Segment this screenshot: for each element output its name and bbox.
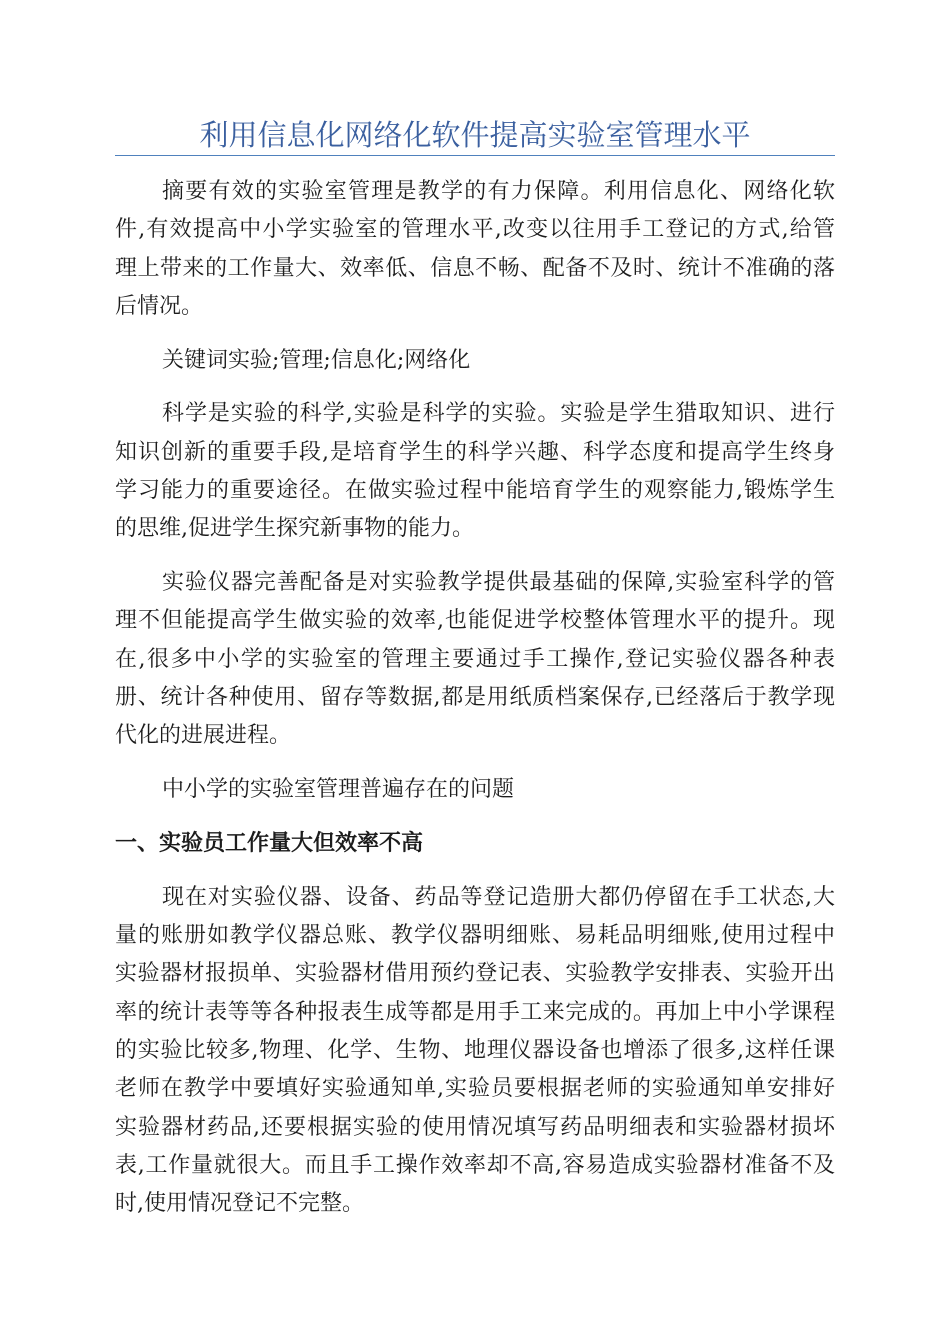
- document-title: 利用信息化网络化软件提高实验室管理水平: [199, 118, 751, 152]
- paragraph-line: 的实验比较多,物理、化学、生物、地理仪器设备也增添了很多,这样任课: [115, 1037, 835, 1063]
- paragraph-line: 老师在教学中要填好实验通知单,实验员要根据老师的实验通知单安排好: [115, 1076, 835, 1102]
- paragraph-problems-intro: [115, 771, 835, 809]
- section-heading: [115, 825, 835, 863]
- paragraph-line: 理上带来的工作量大、效率低、信息不畅、配备不及时、统计不准确的落: [115, 255, 835, 281]
- paragraph-line: 实验器材药品,还要根据实验的使用情况填写药品明细表和实验器材损坏: [115, 1114, 835, 1140]
- paragraph-line: 现在对实验仪器、设备、药品等登记造册大都仍停留在手工状态,大: [162, 884, 835, 910]
- paragraph-line: 在,很多中小学的实验室的管理主要通过手工操作,登记实验仪器各种表: [115, 646, 835, 672]
- paragraph-intro: [115, 395, 835, 548]
- paragraph-line: 摘要有效的实验室管理是教学的有力保障。利用信息化、网络化软: [162, 179, 835, 204]
- paragraph-section-1-body: [115, 879, 835, 1224]
- paragraph-line: 实验仪器完善配备是对实验教学提供最基础的保障,实验室科学的管: [162, 570, 835, 596]
- section-heading-text: 一、实验员工作量大但效率不高: [115, 830, 424, 856]
- paragraph-line: 后情况。: [115, 293, 204, 319]
- paragraph-line: 件,有效提高中小学实验室的管理水平,改变以往用手工登记的方式,给管: [115, 217, 835, 243]
- document-body: [115, 173, 835, 1239]
- paragraph-line: 学习能力的重要途径。在做实验过程中能培育学生的观察能力,锻炼学生: [115, 478, 835, 504]
- paragraph-line: 关键词实验;管理;信息化;网络化: [162, 347, 471, 373]
- paragraph-equipment: [115, 564, 835, 755]
- paragraph-line: 知识创新的重要手段,是培育学生的科学兴趣、科学态度和提高学生终身: [115, 439, 835, 465]
- paragraph-line: 科学是实验的科学,实验是科学的实验。实验是学生猎取知识、进行: [162, 401, 835, 427]
- paragraph-line: 的思维,促进学生探究新事物的能力。: [115, 516, 474, 542]
- paragraph-keywords: [115, 342, 835, 380]
- paragraph-line: 量的账册如教学仪器总账、教学仪器明细账、易耗品明细账,使用过程中: [115, 923, 835, 949]
- paragraph-line: 时,使用情况登记不完整。: [115, 1191, 364, 1217]
- paragraph-line: 率的统计表等等各种报表生成等都是用手工来完成的。再加上中小学课程: [115, 999, 835, 1025]
- title-underline: [115, 155, 835, 156]
- paragraph-line: 中小学的实验室管理普遍存在的问题: [162, 777, 515, 803]
- paragraph-abstract: [115, 173, 835, 326]
- paragraph-line: 理不但能提高学生做实验的效率,也能促进学校整体管理水平的提升。现: [115, 608, 835, 634]
- paragraph-line: 实验器材报损单、实验器材借用预约登记表、实验教学安排表、实验开出: [115, 961, 835, 987]
- paragraph-line: 表,工作量就很大。而且手工操作效率却不高,容易造成实验器材准备不及: [115, 1152, 835, 1178]
- paragraph-line: 册、统计各种使用、留存等数据,都是用纸质档案保存,已经落后于教学现: [115, 685, 835, 711]
- paragraph-line: 代化的进展进程。: [115, 723, 292, 749]
